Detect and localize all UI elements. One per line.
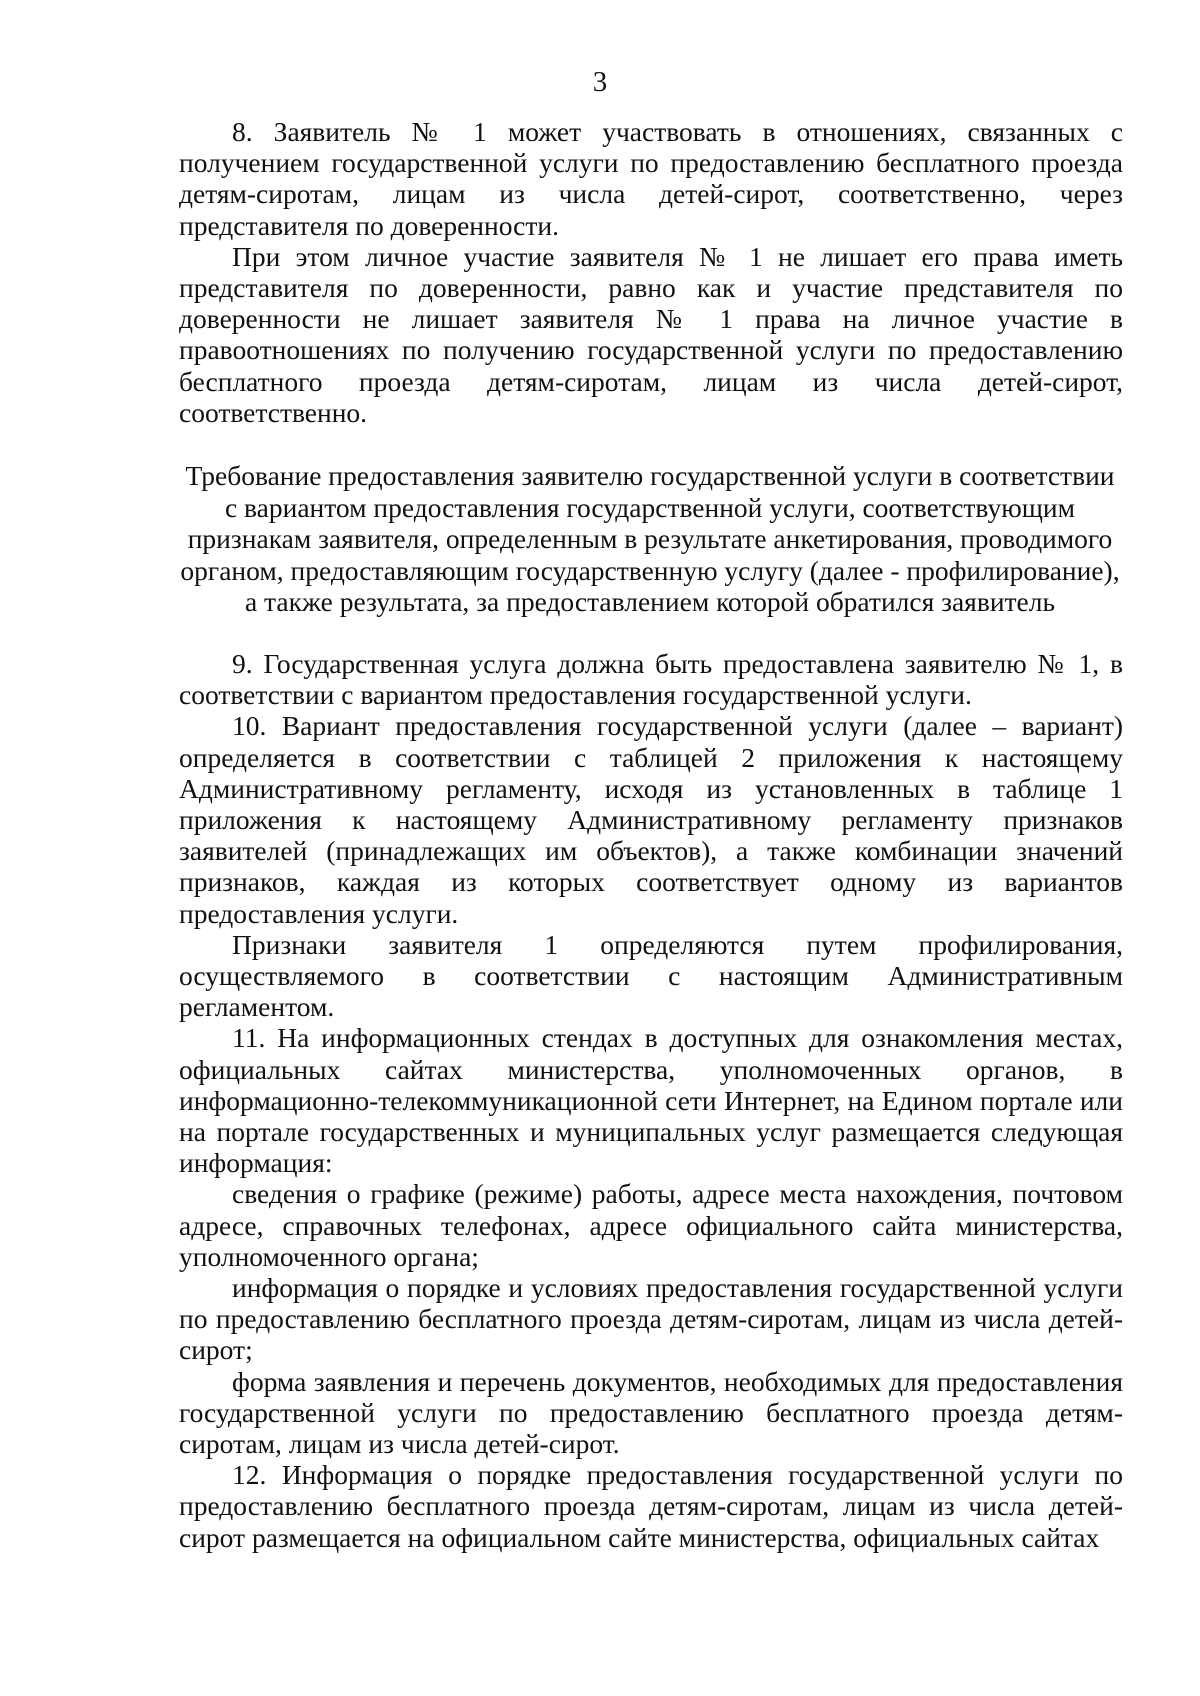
paragraph-10-criteria: Признаки заявителя 1 определяются путем профилирования, осуществляемого в соответствии с настоящим Административным регламентом. xyxy=(179,928,1123,1023)
paragraph-11-item-schedule: сведения о графике (режиме) работы, адресе места нахождения, почтовом адресе, справочных телефонах, адресе официального сайта министерства, уполномоченного органа; xyxy=(179,1178,1123,1272)
paragraph-10: 10. Вариант предоставления государственной услуги (далее – вариант) определяется в соответствии с таблицей 2 приложения к настоящему Административному регламенту, исходя из установленных в таблице 1 приложения к настоящему Административному регламенту признаков заявителей (принадлежащих им объектов), а также комбинации значений признаков, каждая из которых соответствует одному из вариантов предоставления услуги. xyxy=(179,710,1123,929)
paragraph-8-continued: При этом личное участие заявителя № 1 не лишает его права иметь представителя по доверенности, равно как и участие представителя по доверенности не лишает заявителя № 1 права на личное участие в правоотношениях по получению государственной услуги по предоставлению бесплатного проезда детям-сиротам, лицам из числа детей-сирот, соответственно. xyxy=(179,240,1123,428)
heading-line: с вариантом предоставления государственной услуги, соответствующим xyxy=(224,491,1076,523)
paragraph-8: 8. Заявитель № 1 может участвовать в отношениях, связанных с получением государственной услуги по предоставлению бесплатного проезда детям-сиротам, лицам из числа детей-сирот, соответственно, через представителя по доверенности. xyxy=(179,116,1123,241)
paragraph-11: 11. На информационных стендах в доступных для ознакомления местах, официальных сайтах министерства, уполномоченных органов, в информационно-телекоммуникационной сети Интернет, на Едином портале или на портале государственных и муниципальных услуг размещается следующая информация: xyxy=(179,1022,1123,1179)
section-heading xyxy=(160,460,1140,618)
section-bottom xyxy=(179,648,1123,1553)
page-number: 3 xyxy=(592,66,608,98)
heading-line: Требование предоставления заявителю государственной услуги в соответствии xyxy=(185,460,1115,491)
paragraph-9: 9. Государственная услуга должна быть предоставлена заявителю № 1, в соответствии с вариантом предоставления государственной услуги. xyxy=(179,648,1123,711)
paragraph-12: 12. Информация о порядке предоставления государственной услуги по предоставлению бесплатного проезда детям-сиротам, лицам из числа детей-сирот размещается на официальном сайте министерства, официальных сайтах xyxy=(179,1459,1123,1553)
heading-line: признакам заявителя, определенным в результате анкетирования, проводимого xyxy=(187,523,1113,555)
paragraph-11-item-form: форма заявления и перечень документов, необходимых для предоставления государственной услуги по предоставлению бесплатного проезда детям-сиротам, лицам из числа детей-сирот. xyxy=(179,1365,1123,1460)
heading-line: органом, предоставляющим государственную услугу (далее - профилирование), xyxy=(180,554,1120,586)
section-top xyxy=(179,116,1123,428)
paragraph-11-item-procedure: информация о порядке и условиях предоставления государственной услуги по предоставлению бесплатного проезда детям-сиротам, лицам из числа детей-сирот; xyxy=(179,1272,1123,1366)
heading-line: а также результата, за предоставлением которой обратился заявитель xyxy=(244,586,1056,618)
